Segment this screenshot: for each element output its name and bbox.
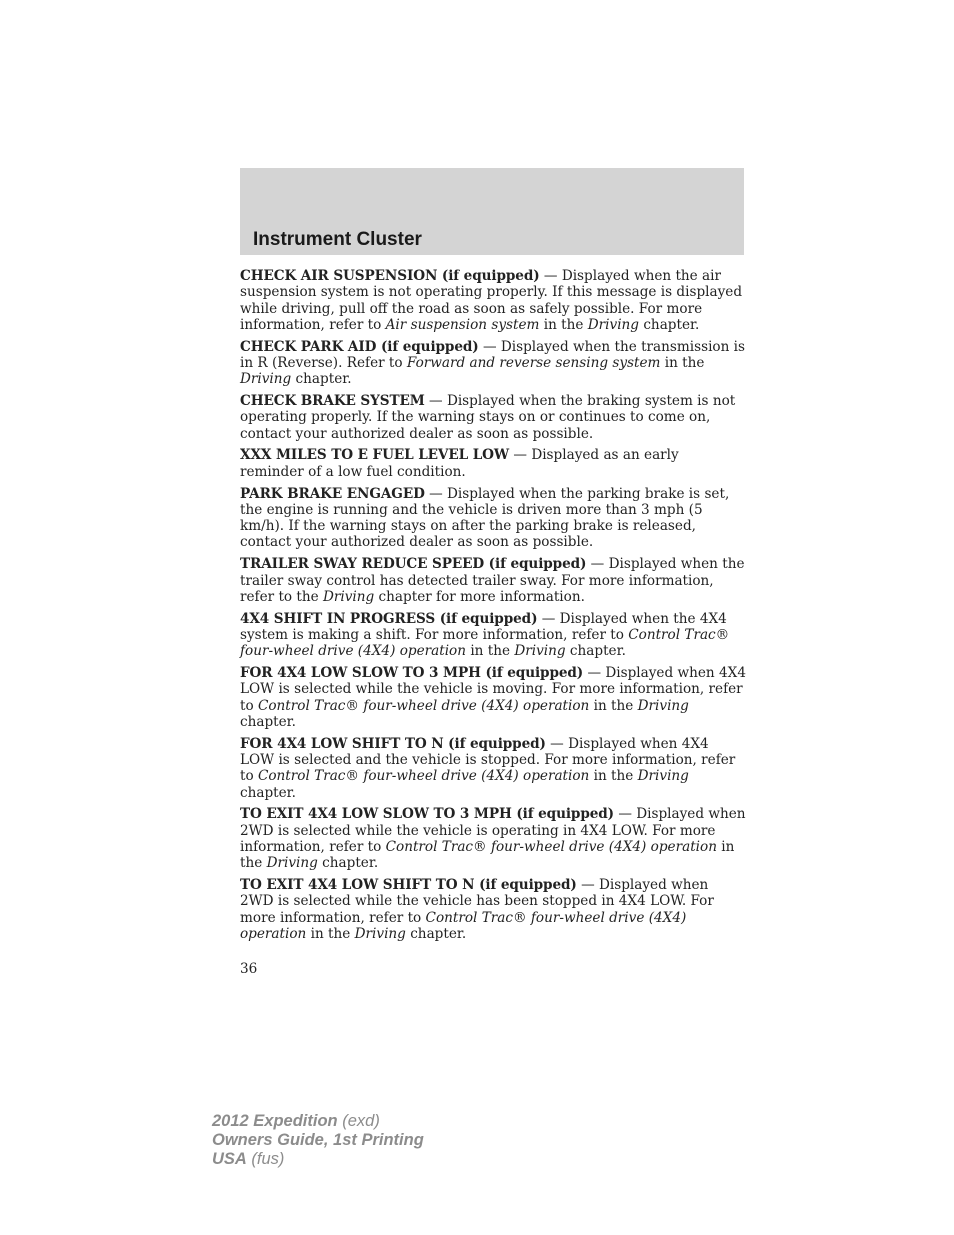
message-term: FOR 4X4 LOW SHIFT TO N (if equipped) (240, 735, 546, 752)
message-description: chapter for more information. (374, 588, 585, 605)
message-description: — Displayed when the transmission is in R (Reverse). Refer to (240, 338, 745, 371)
footer-market: USA (212, 1150, 247, 1168)
message-description: in the (466, 643, 515, 660)
message-description: — Displayed when the trailer sway control has detected trailer sway. For more information, refer to the (240, 556, 745, 605)
message-description: — Displayed when the parking brake is set, the engine is running and the vehicle is driven more than 3 mph (5 km/h). If the warning stays on after the parking brake is released, contact your authorized dealer as soon as possible. (240, 485, 730, 551)
message-description: in the (589, 768, 638, 785)
message-entry (240, 486, 746, 551)
message-description: chapter. (639, 316, 700, 333)
message-entry (240, 806, 746, 871)
cross-reference: Control Trac® four-wheel drive (4X4) operation (257, 768, 590, 785)
cross-reference: Control Trac® four-wheel drive (4X4) operation (257, 697, 590, 714)
cross-reference: Driving (266, 855, 318, 872)
message-description: chapter. (405, 925, 467, 942)
footer-line-3 (212, 1150, 424, 1169)
footer-printing: Owners Guide, 1st Printing (212, 1131, 424, 1149)
section-header-band (240, 168, 744, 255)
document-body (240, 268, 746, 948)
message-term: TRAILER SWAY REDUCE SPEED (if equipped) (240, 556, 587, 573)
message-description: in the (306, 925, 355, 942)
message-entry (240, 611, 746, 660)
cross-reference: Control Trac® four-wheel drive (4X4) operation (240, 626, 730, 660)
footer-line-2 (212, 1131, 424, 1150)
page-number: 36 (240, 961, 258, 977)
message-entry (240, 268, 746, 333)
cross-reference: Driving (637, 768, 689, 785)
document-footer (212, 1112, 424, 1169)
message-description: — Displayed as an early reminder of a low fuel condition. (240, 447, 679, 480)
message-term: TO EXIT 4X4 LOW SHIFT TO N (if equipped) (240, 877, 577, 894)
message-description: chapter. (565, 643, 626, 660)
message-description: in the (240, 839, 735, 872)
message-entry (240, 877, 746, 942)
message-description: — Displayed when the 4X4 system is making a shift. For more information, refer to (240, 610, 727, 643)
section-title: Instrument Cluster (253, 229, 422, 250)
message-description: — Displayed when the braking system is not operating properly. If the warning stays on or continues to come on, contact your authorized dealer as soon as possible. (240, 393, 736, 442)
message-description: — Displayed when the air suspension system is not operating properly. If this message is displayed while driving, pull off the road as soon as safely possible. For more information, refer to (240, 268, 743, 333)
cross-reference: Driving (587, 316, 639, 333)
message-description: — Displayed when 4X4 LOW is selected while the vehicle is moving. For more information, refer to (240, 665, 746, 714)
message-entry (240, 665, 746, 730)
message-description: — Displayed when 2WD is selected while the vehicle is operating in 4X4 LOW. For more information, refer to (240, 806, 746, 855)
message-description: — Displayed when 4X4 LOW is selected and the vehicle is stopped. For more information, refer to (240, 735, 736, 785)
footer-market-code: (fus) (246, 1150, 285, 1168)
message-entry (240, 393, 746, 442)
footer-model: 2012 Expedition (212, 1112, 338, 1130)
cross-reference: Driving (354, 925, 406, 942)
message-term: CHECK PARK AID (if equipped) (240, 338, 479, 355)
message-term: CHECK AIR SUSPENSION (if equipped) (240, 268, 540, 284)
cross-reference: Control Trac® four-wheel drive (4X4) operation (240, 909, 687, 942)
footer-line-1 (212, 1112, 424, 1131)
cross-reference: Driving (514, 643, 566, 660)
message-description: — Displayed when 2WD is selected while the vehicle has been stopped in 4X4 LOW. For more information, refer to (240, 877, 714, 926)
cross-reference: Control Trac® four-wheel drive (4X4) operation (385, 839, 717, 855)
cross-reference: Driving (240, 371, 292, 388)
message-entry (240, 736, 746, 801)
cross-reference: Air suspension system (385, 316, 540, 333)
message-description: chapter. (240, 713, 297, 730)
message-term: TO EXIT 4X4 LOW SLOW TO 3 MPH (if equipped) (240, 806, 615, 823)
cross-reference: Driving (323, 588, 375, 605)
message-entry (240, 447, 746, 480)
message-term: FOR 4X4 LOW SLOW TO 3 MPH (if equipped) (240, 665, 584, 682)
message-term: PARK BRAKE ENGAGED (240, 485, 425, 502)
message-description: in the (589, 697, 638, 714)
message-term: CHECK BRAKE SYSTEM (240, 393, 425, 410)
cross-reference: Forward and reverse sensing system (406, 354, 661, 371)
message-description: chapter. (240, 784, 297, 801)
cross-reference: Driving (637, 697, 689, 714)
message-entry (240, 556, 746, 605)
message-description: chapter. (317, 855, 379, 872)
message-entry (240, 339, 746, 388)
message-description: in the (539, 316, 588, 333)
message-term: 4X4 SHIFT IN PROGRESS (if equipped) (240, 610, 538, 627)
message-description: in the (660, 354, 705, 371)
message-term: XXX MILES TO E FUEL LEVEL LOW (240, 447, 510, 464)
footer-model-code: (exd) (337, 1112, 380, 1130)
message-description: chapter. (291, 371, 352, 388)
